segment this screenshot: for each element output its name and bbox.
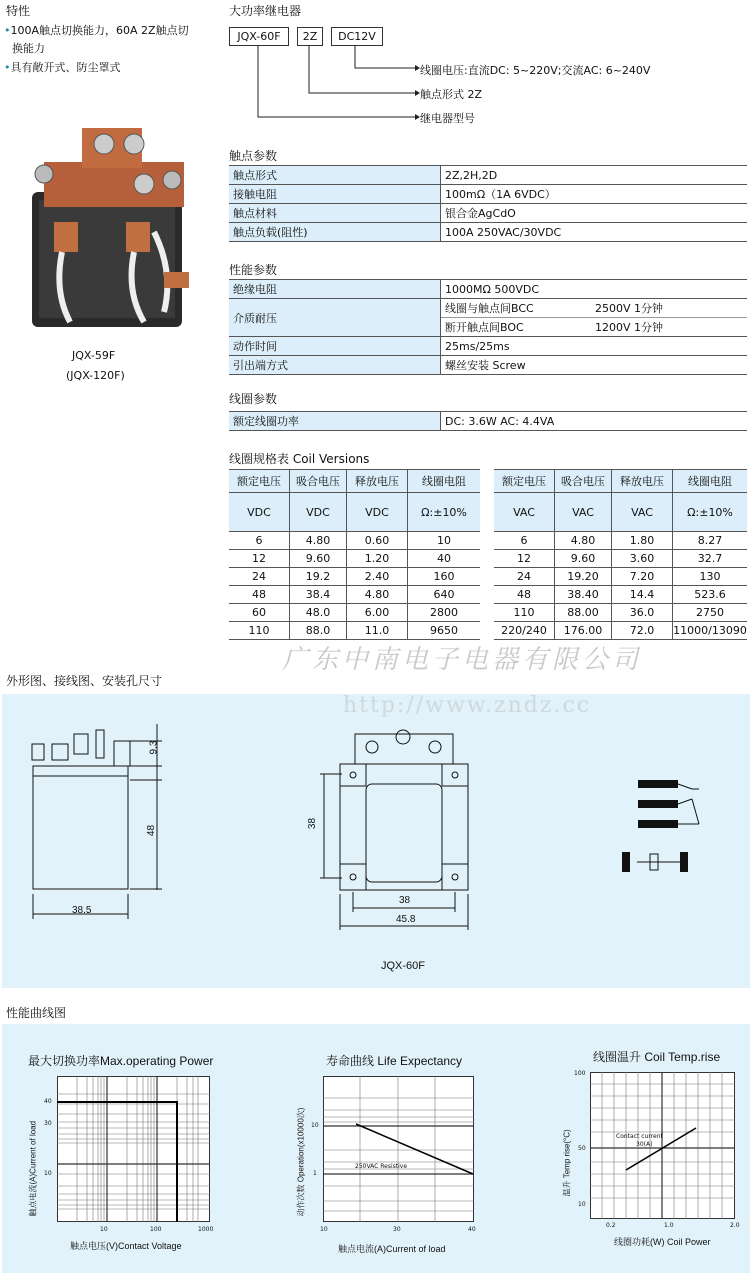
table-cell: 88.0 [290, 622, 347, 640]
unit-header: VAC [555, 493, 612, 532]
relay-photo [14, 122, 194, 342]
table-row [229, 280, 747, 299]
life-ytick-10: 10 [311, 1122, 319, 1129]
table-cell: 12 [229, 550, 290, 568]
table-row [229, 550, 480, 568]
param-value: 25ms/25ms [441, 337, 748, 356]
temp-annotation-2: 30(A) [636, 1141, 653, 1148]
life-xtick-40: 40 [468, 1226, 476, 1233]
dim-38-bottom: 38 [399, 895, 411, 906]
feature-item-1: •100A触点切换能力，60A 2Z触点切 [4, 24, 189, 37]
table-cell: 88.00 [555, 604, 612, 622]
perf-params-title: 性能参数 [229, 263, 278, 277]
drawing-model-label: JQX-60F [381, 960, 426, 972]
table-row [229, 223, 747, 242]
dc-coil-table [229, 469, 480, 640]
life-xlabel: 触点电流(A)Current of load [338, 1244, 446, 1254]
table-cell: 24 [494, 568, 555, 586]
table-cell: 220/240 [494, 622, 555, 640]
table-cell: 6.00 [347, 604, 408, 622]
code-contact-box: 2Z [297, 27, 323, 46]
table-cell: 11.0 [347, 622, 408, 640]
power-ytick-30: 30 [44, 1120, 52, 1127]
table-cell: 24 [229, 568, 290, 586]
dim-48: 48 [146, 824, 158, 837]
outline-drawings [2, 694, 750, 988]
temp-xtick-1-0: 1.0 [664, 1222, 674, 1229]
table-unit-row [229, 493, 480, 532]
power-xtick-100: 100 [150, 1226, 162, 1233]
table-cell: 6 [229, 532, 290, 550]
power-chart-title: 最大切换功率Max.operating Power [28, 1054, 214, 1068]
dim-9-3: 9.3 [148, 740, 160, 755]
life-annotation: 250VAC Resistive [355, 1163, 408, 1170]
feature-item-1-cont: 换能力 [12, 42, 45, 55]
ac-coil-table [494, 469, 747, 640]
table-row [229, 185, 747, 204]
param-label: 引出端方式 [229, 356, 441, 375]
table-cell: 10 [408, 532, 481, 550]
column-header: 额定电压 [229, 470, 290, 493]
product-title: 大功率继电器 [229, 4, 302, 18]
life-xtick-30: 30 [393, 1226, 401, 1233]
table-cell: 6 [494, 532, 555, 550]
param-value [441, 299, 748, 318]
table-cell: 38.40 [555, 586, 612, 604]
table-row [229, 568, 480, 586]
param-label: 触点形式 [229, 166, 441, 185]
table-header-row [229, 470, 480, 493]
table-cell: 523.6 [673, 586, 748, 604]
temp-xtick-0-2: 0.2 [606, 1222, 616, 1229]
table-cell: 110 [494, 604, 555, 622]
table-row [229, 532, 480, 550]
table-cell: 12 [494, 550, 555, 568]
table-row [494, 604, 747, 622]
table-cell: 72.0 [612, 622, 673, 640]
legend-contact-form: 触点形式 2Z [420, 88, 483, 101]
table-row [494, 550, 747, 568]
column-header: 线圈电阻 [408, 470, 481, 493]
table-cell: 2800 [408, 604, 481, 622]
table-unit-row [494, 493, 747, 532]
table-cell: 9650 [408, 622, 481, 640]
param-label: 额定线圈功率 [229, 412, 441, 431]
param-value: 100mΩ（1A 6VDC） [441, 185, 748, 204]
table-cell: 2750 [673, 604, 748, 622]
curves-title: 性能曲线图 [6, 1006, 67, 1020]
param-value: DC: 3.6W AC: 4.4VA [441, 412, 748, 431]
param-label: 动作时间 [229, 337, 441, 356]
table-row [229, 622, 480, 640]
photo-caption-1: JQX-59F [72, 349, 116, 362]
power-ytick-10: 10 [44, 1170, 52, 1177]
life-ylabel: 动作次数 Operation(x10000次) [296, 1107, 306, 1217]
life-ytick-1: 1 [313, 1170, 317, 1177]
unit-header: VDC [347, 493, 408, 532]
life-chart-title: 寿命曲线 Life Expectancy [326, 1054, 463, 1068]
param-value: 1000MΩ 500VDC [441, 280, 748, 299]
life-chart-grid [323, 1076, 475, 1223]
table-cell: 640 [408, 586, 481, 604]
code-coil-box: DC12V [331, 27, 383, 46]
table-row [494, 622, 747, 640]
table-row [229, 299, 747, 318]
column-header: 吸合电压 [555, 470, 612, 493]
table-cell: 48 [494, 586, 555, 604]
contact-params-title: 触点参数 [229, 149, 278, 163]
temp-ytick-100: 100 [574, 1070, 586, 1077]
column-header: 吸合电压 [290, 470, 347, 493]
coil-params-table [229, 411, 747, 431]
table-cell: 48 [229, 586, 290, 604]
table-cell: 48.0 [290, 604, 347, 622]
table-cell: 160 [408, 568, 481, 586]
param-value: 螺丝安装 Screw [441, 356, 748, 375]
param-label: 介质耐压 [229, 299, 441, 337]
code-model-box: JQX-60F [229, 27, 289, 46]
features-title: 特性 [6, 4, 31, 18]
table-cell: 9.60 [555, 550, 612, 568]
table-cell: 14.4 [612, 586, 673, 604]
param-value [441, 318, 748, 337]
life-xtick-10: 10 [320, 1226, 328, 1233]
table-cell: 2.40 [347, 568, 408, 586]
dim-38-side: 38 [307, 817, 319, 830]
table-cell: 32.7 [673, 550, 748, 568]
table-cell: 110 [229, 622, 290, 640]
company-watermark: 广东中南电子电器有限公司 [282, 645, 643, 675]
table-cell: 3.60 [612, 550, 673, 568]
temp-annotation-1: Contact current [616, 1133, 663, 1140]
power-xtick-1000: 1000 [198, 1226, 214, 1233]
table-row [494, 568, 747, 586]
column-header: 额定电压 [494, 470, 555, 493]
table-row [494, 532, 747, 550]
table-cell: 4.80 [347, 586, 408, 604]
param-label: 接触电阻 [229, 185, 441, 204]
dim-38-5: 38.5 [72, 905, 92, 916]
table-cell: 19.2 [290, 568, 347, 586]
table-cell: 36.0 [612, 604, 673, 622]
legend-coil-voltage: 线圈电压:直流DC: 5~220V;交流AC: 6~240V [420, 64, 651, 77]
unit-header: VDC [229, 493, 290, 532]
unit-header: VDC [290, 493, 347, 532]
column-header: 线圈电阻 [673, 470, 748, 493]
temp-xtick-2-0: 2.0 [730, 1222, 740, 1229]
param-value: 2Z,2H,2D [441, 166, 748, 185]
dc-rows [229, 532, 480, 640]
table-cell: 38.4 [290, 586, 347, 604]
param-value: 银合金AgCdO [441, 204, 748, 223]
table-row [229, 166, 747, 185]
unit-header: Ω:±10% [408, 493, 481, 532]
temp-ytick-10: 10 [578, 1201, 586, 1208]
dielectric-a-name: 线圈与触点间BCC [445, 302, 534, 315]
table-header-row [494, 470, 747, 493]
table-cell: 60 [229, 604, 290, 622]
table-cell: 19.20 [555, 568, 612, 586]
dim-45-8: 45.8 [396, 914, 416, 925]
temp-chart-title: 线圈温升 Coil Temp.rise [593, 1050, 721, 1064]
unit-header: VAC [494, 493, 555, 532]
table-cell: 1.80 [612, 532, 673, 550]
table-cell: 8.27 [673, 532, 748, 550]
table-row [229, 412, 747, 431]
param-label: 绝缘电阻 [229, 280, 441, 299]
unit-header: Ω:±10% [673, 493, 748, 532]
perf-params-table [229, 279, 747, 375]
coil-versions-title: 线圈规格表 Coil Versions [229, 452, 370, 466]
legend-model: 继电器型号 [420, 112, 475, 125]
param-label: 触点负载(阻性) [229, 223, 441, 242]
feature-item-2: •具有敞开式、防尘罩式 [4, 61, 121, 74]
table-cell: 176.00 [555, 622, 612, 640]
unit-header: VAC [612, 493, 673, 532]
drawings-title: 外形图、接线图、安装孔尺寸 [6, 674, 163, 688]
table-row [229, 356, 747, 375]
dielectric-a-value: 2500V 1分钟 [595, 302, 664, 315]
power-ylabel: 触点电流(A)Current of load [28, 1120, 38, 1217]
table-cell: 40 [408, 550, 481, 568]
param-label: 触点材料 [229, 204, 441, 223]
dielectric-b-name: 断开触点间BOC [445, 321, 524, 334]
dielectric-b-value: 1200V 1分钟 [595, 321, 664, 334]
table-cell: 4.80 [555, 532, 612, 550]
power-chart-grid [57, 1076, 217, 1223]
table-row [229, 604, 480, 622]
ac-rows [494, 532, 747, 640]
table-cell: 4.80 [290, 532, 347, 550]
param-value: 100A 250VAC/30VDC [441, 223, 748, 242]
table-cell: 130 [673, 568, 748, 586]
power-ytick-40: 40 [44, 1098, 52, 1105]
url-watermark: http://www.zndz.cc [343, 693, 592, 718]
temp-ytick-50: 50 [578, 1145, 586, 1152]
coil-params-title: 线圈参数 [229, 392, 278, 406]
temp-ylabel: 温升 Temp rise(°C) [562, 1129, 572, 1197]
power-xtick-10: 10 [100, 1226, 108, 1233]
table-row [229, 337, 747, 356]
table-cell: 1.20 [347, 550, 408, 568]
table-cell: 7.20 [612, 568, 673, 586]
table-row [229, 586, 480, 604]
contact-params-table [229, 165, 747, 242]
temp-xlabel: 线圈功耗(W) Coil Power [614, 1237, 711, 1247]
table-cell: 0.60 [347, 532, 408, 550]
table-cell: 11000/13090 [673, 622, 748, 640]
temp-chart-grid [590, 1072, 737, 1220]
table-row [494, 586, 747, 604]
column-header: 释放电压 [612, 470, 673, 493]
photo-caption-2: (JQX-120F) [66, 369, 125, 382]
column-header: 释放电压 [347, 470, 408, 493]
power-xlabel: 触点电压(V)Contact Voltage [70, 1241, 182, 1251]
table-row [229, 204, 747, 223]
table-cell: 9.60 [290, 550, 347, 568]
